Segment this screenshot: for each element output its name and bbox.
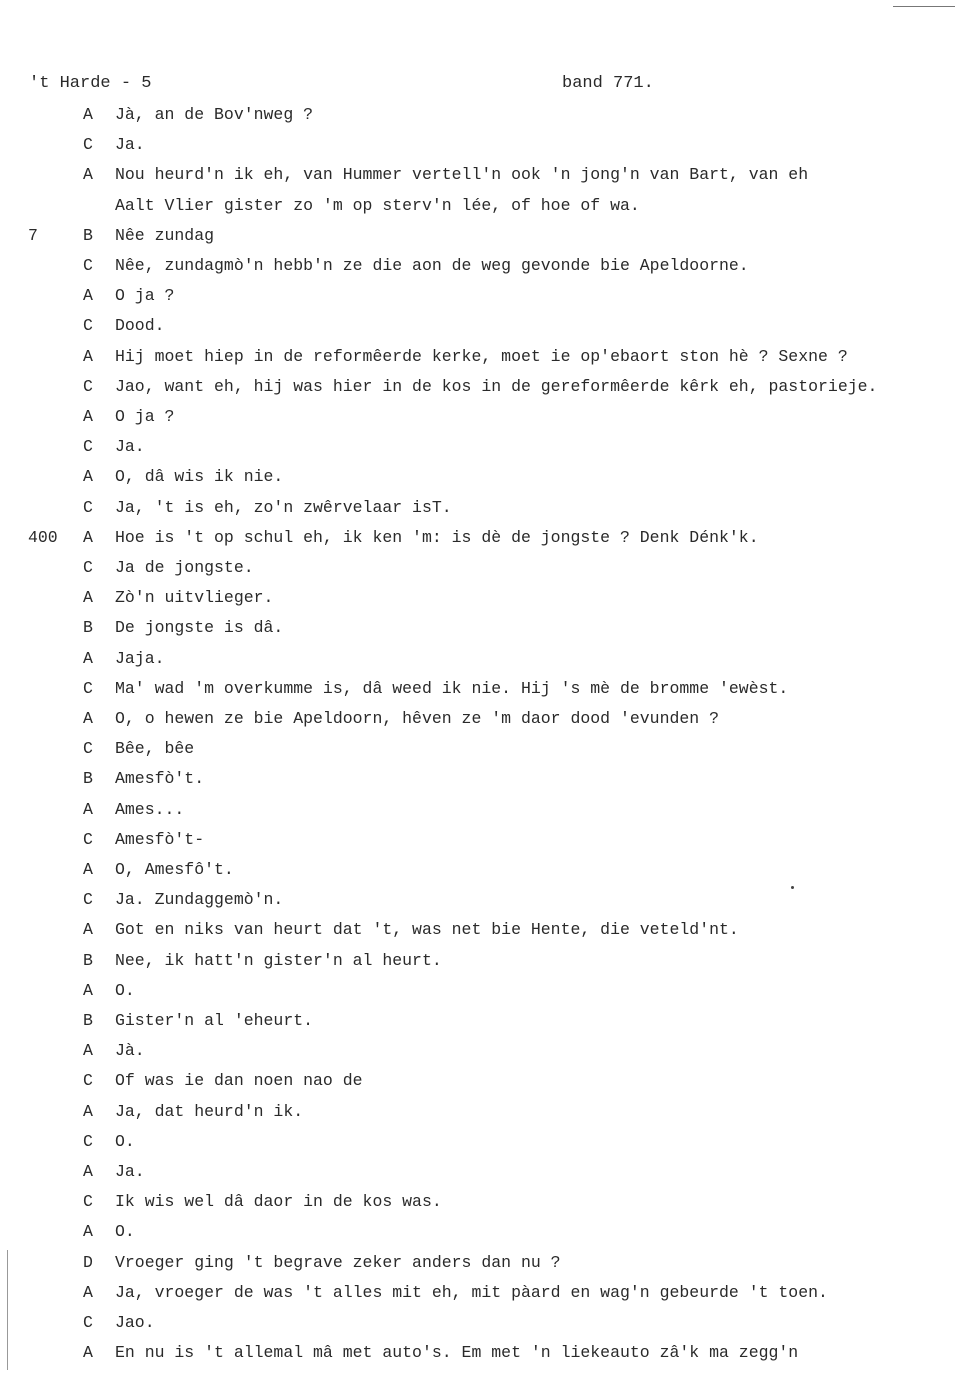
transcript-line [0, 798, 966, 822]
utterance-text: O, dâ wis ik nie. [115, 467, 284, 487]
speaker-label: A [83, 588, 93, 608]
transcript-line [0, 1311, 966, 1335]
transcript-line [0, 949, 966, 973]
margin-number: 400 [28, 527, 58, 547]
speaker-label: A [83, 860, 93, 879]
transcript-line [0, 345, 966, 369]
speaker-label: C [83, 739, 93, 759]
speaker-label: A [83, 648, 93, 668]
transcript-line [0, 1220, 966, 1244]
transcript-line [0, 707, 966, 731]
transcript-line [0, 103, 966, 127]
transcript-line [0, 405, 966, 429]
speaker-label: B [83, 769, 93, 789]
speaker-label: C [83, 558, 93, 577]
transcript-line [0, 224, 966, 248]
margin-number: 7 [28, 225, 38, 245]
transcript-line [0, 1130, 966, 1154]
utterance-text: Ja, 't is eh, zo'n zwêrvelaar isT. [115, 497, 452, 517]
transcript-line [0, 1160, 966, 1184]
speaker-label: D [83, 1252, 93, 1272]
transcript-line [0, 465, 966, 489]
transcript-line [0, 284, 966, 308]
speaker-label: A [83, 1222, 93, 1242]
transcript-line [0, 556, 966, 580]
speaker-label: A [83, 1282, 93, 1302]
speaker-label: C [83, 1313, 93, 1332]
transcript-line [0, 1281, 966, 1305]
utterance-text: Jao. [115, 1313, 155, 1332]
utterance-text: Jà, an de Bov'nweg ? [115, 105, 314, 124]
utterance-text: Of was ie dan noen nao de [115, 1071, 363, 1091]
utterance-text: Ja. [115, 135, 145, 155]
speaker-label: C [83, 376, 93, 396]
transcript-line [0, 254, 966, 278]
utterance-text: Bêe, bêe [115, 739, 195, 759]
utterance-text: O, Amesfô't. [115, 860, 234, 879]
utterance-text: Gister'n al 'eheurt. [115, 1011, 314, 1030]
transcript-line [0, 1009, 966, 1033]
transcript-line [0, 979, 966, 1003]
speaker-label: C [83, 497, 93, 517]
utterance-text: O. [115, 980, 135, 1000]
utterance-text: Nou heurd'n ik eh, van Hummer vertell'n ook 'n jong'n van Bart, van eh [115, 165, 809, 185]
utterance-text: Ja, vroeger de was 't alles mit eh, mit pàard en wag'n gebeurde 't toen. [115, 1282, 828, 1302]
transcript-line [0, 828, 966, 852]
speaker-label: C [83, 1071, 93, 1091]
speaker-label: B [83, 950, 93, 970]
speaker-label: A [83, 709, 93, 728]
utterance-text: Amesfò't. [115, 769, 205, 789]
left-edge-mark [7, 1250, 8, 1370]
transcript-line [0, 1039, 966, 1063]
speaker-label: B [83, 225, 93, 245]
utterance-text: O. [115, 1131, 135, 1151]
transcript-line [0, 918, 966, 942]
speaker-label: A [83, 799, 93, 819]
transcript-line [0, 163, 966, 187]
transcript-line [0, 767, 966, 791]
speaker-label: A [83, 1343, 93, 1363]
transcript-line [0, 677, 966, 701]
band-number: band 771. [562, 74, 654, 93]
utterance-text: Ja. [115, 437, 145, 457]
transcript-line [0, 526, 966, 550]
utterance-text: Ja. [115, 1162, 145, 1181]
utterance-text: En nu is 't allemal mâ met auto's. Em met 'n liekeauto zâ'k ma zegg'n [115, 1343, 799, 1363]
utterance-text: O, o hewen ze bie Apeldoorn, hêven ze 'm daor dood 'evunden ? [115, 709, 719, 728]
transcript-line [0, 435, 966, 459]
speaker-label: B [83, 1011, 93, 1030]
utterance-text: Amesfò't- [115, 829, 205, 849]
utterance-text: Ma' wad 'm overkumme is, dâ weed ik nie. Hij 's mè de bromme 'ewèst. [115, 678, 789, 698]
speaker-label: C [83, 256, 93, 275]
transcript-line [0, 1251, 966, 1275]
speaker-label: C [83, 316, 93, 336]
transcript-line [0, 888, 966, 912]
transcript-line [0, 647, 966, 671]
transcript-line [0, 314, 966, 338]
transcript-line [0, 133, 966, 157]
utterance-text: Ja. Zundaggemò'n. [115, 890, 284, 910]
transcript-line [0, 858, 966, 882]
speaker-label: C [83, 437, 93, 457]
speaker-label: A [83, 527, 93, 547]
transcript-line [0, 194, 966, 218]
utterance-text: Hij moet hiep in de reformêerde kerke, moet ie op'ebaort ston hè ? Sexne ? [115, 346, 848, 366]
speaker-label: C [83, 1192, 93, 1212]
speaker-label: A [83, 105, 93, 124]
transcript-line [0, 1069, 966, 1093]
utterance-text: Dood. [115, 316, 165, 336]
utterance-text: Jà. [115, 1041, 145, 1061]
utterance-text: Nêe zundag [115, 225, 215, 245]
speaker-label: A [83, 1101, 93, 1121]
speaker-label: A [83, 407, 93, 426]
speaker-label: A [83, 1162, 93, 1181]
utterance-text: Ja, dat heurd'n ik. [115, 1101, 304, 1121]
utterance-text: Ik wis wel dâ daor in de kos was. [115, 1192, 442, 1212]
utterance-text: Vroeger ging 't begrave zeker anders dan nu ? [115, 1252, 561, 1272]
speaker-label: C [83, 829, 93, 849]
transcript-line [0, 496, 966, 520]
page-title: 't Harde - 5 [29, 74, 152, 93]
utterance-text: Aalt Vlier gister zo 'm op sterv'n lée, of hoe of wa. [115, 195, 640, 215]
utterance-text: O. [115, 1222, 135, 1242]
transcript-line [0, 586, 966, 610]
utterance-text: Zò'n uitvlieger. [115, 588, 274, 608]
utterance-text: O ja ? [115, 407, 175, 426]
utterance-text: Jaja. [115, 648, 165, 668]
utterance-text: O ja ? [115, 286, 175, 306]
speaker-label: A [83, 920, 93, 940]
utterance-text: Nee, ik hatt'n gister'n al heurt. [115, 950, 442, 970]
speaker-label: C [83, 135, 93, 155]
transcript-line [0, 375, 966, 399]
speaker-label: A [83, 165, 93, 185]
ink-speck [791, 886, 794, 889]
utterance-text: Got en niks van heurt dat 't, was net bie Hente, die veteld'nt. [115, 920, 739, 940]
utterance-text: Ames... [115, 799, 185, 819]
speaker-label: A [83, 286, 93, 306]
speaker-label: C [83, 890, 93, 910]
transcript-line [0, 1190, 966, 1214]
speaker-label: B [83, 618, 93, 638]
speaker-label: A [83, 1041, 93, 1061]
utterance-text: Jao, want eh, hij was hier in de kos in de gereformêerde kêrk eh, pastorieje. [115, 376, 878, 396]
transcript-line [0, 737, 966, 761]
transcript-line [0, 1100, 966, 1124]
utterance-text: De jongste is dâ. [115, 618, 284, 638]
utterance-text: Ja de jongste. [115, 558, 254, 577]
utterance-text: Hoe is 't op schul eh, ik ken 'm: is dè de jongste ? Denk Dénk'k. [115, 527, 759, 547]
transcript-line [0, 1341, 966, 1365]
transcript-line [0, 616, 966, 640]
speaker-label: A [83, 980, 93, 1000]
speaker-label: C [83, 1131, 93, 1151]
speaker-label: C [83, 678, 93, 698]
speaker-label: A [83, 346, 93, 366]
utterance-text: Nêe, zundagmò'n hebb'n ze die aon de weg gevonde bie Apeldoorne. [115, 256, 749, 275]
speaker-label: A [83, 467, 93, 487]
